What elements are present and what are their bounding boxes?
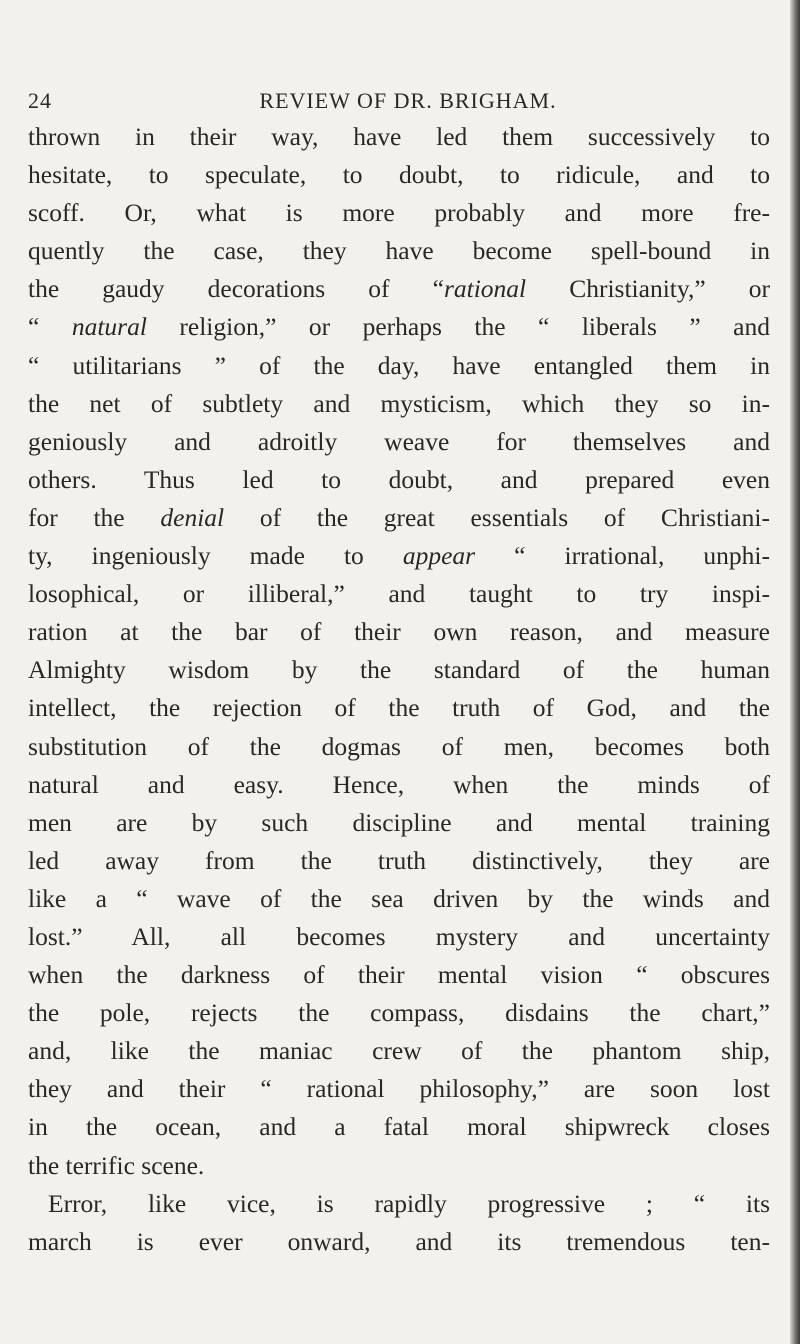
text-segment: thrown in their way, have led them successively to — [28, 122, 770, 151]
text-line — [28, 842, 770, 880]
text-line — [28, 880, 770, 918]
page-number: 24 — [28, 88, 52, 113]
text-segment: “ — [28, 312, 72, 342]
text-segment: hesitate, to speculate, to doubt, to ridicule, and to — [28, 160, 770, 190]
text-segment: others. Thus led to doubt, and prepared even — [28, 464, 770, 494]
text-line — [28, 537, 770, 575]
text-line — [28, 956, 770, 994]
text-line — [28, 270, 770, 308]
text-line — [28, 728, 770, 766]
text-line — [28, 461, 770, 499]
text-line — [28, 1032, 770, 1070]
text-segment: of the great essentials of Christiani- — [224, 502, 770, 532]
text-line — [28, 347, 770, 385]
text-segment: intellect, the rejection of the truth of God, and the — [28, 693, 770, 723]
text-segment: in the ocean, and a fatal moral shipwreck closes — [28, 1112, 770, 1142]
text-line — [28, 804, 770, 842]
text-segment: the net of subtlety and mysticism, which they so in- — [28, 388, 770, 418]
text-line — [28, 1223, 770, 1261]
text-segment: geniously and adroitly weave for themselves and — [28, 426, 770, 456]
italic-text: appear — [402, 541, 476, 571]
text-segment: when the darkness of their mental vision “ obscures — [28, 960, 770, 990]
text-line — [28, 918, 770, 956]
text-segment: “ utilitarians ” of the day, have entangled them in — [28, 350, 770, 380]
text-segment: ration at the bar of their own reason, and measure — [28, 617, 770, 647]
text-segment: the terrific scene. — [28, 1150, 205, 1180]
italic-text: denial — [160, 502, 225, 532]
text-segment: scoff. Or, what is more probably and more fre- — [28, 198, 770, 228]
text-segment: men are by such discipline and mental training — [28, 807, 770, 837]
text-line — [28, 423, 770, 461]
text-segment: like a “ wave of the sea driven by the winds and — [28, 883, 770, 913]
text-segment: the pole, rejects the compass, disdains the chart,” — [28, 998, 770, 1028]
text-line — [28, 689, 770, 727]
text-segment: lost.” All, all becomes mystery and uncertainty — [28, 921, 770, 951]
text-line — [28, 575, 770, 613]
text-segment: substitution of the dogmas of men, becomes both — [28, 731, 770, 761]
text-line — [28, 385, 770, 423]
text-segment: they and their “ rational philosophy,” are soon lost — [28, 1074, 770, 1104]
text-segment: led away from the truth distinctively, they are — [28, 845, 770, 875]
text-line — [28, 308, 770, 346]
page-edge-shadow — [790, 0, 800, 1344]
text-segment: ty, ingeniously made to — [28, 541, 403, 571]
text-line — [28, 613, 770, 651]
text-line — [28, 766, 770, 804]
text-line — [28, 1070, 770, 1108]
text-line — [28, 499, 770, 537]
running-title: REVIEW OF DR. BRIGHAM. — [259, 88, 557, 113]
text-line — [28, 651, 770, 689]
text-segment: natural and easy. Hence, when the minds of — [28, 769, 770, 799]
text-line — [28, 194, 770, 232]
text-line — [28, 232, 770, 270]
text-segment: the gaudy decorations of “ — [28, 274, 444, 304]
text-segment: religion,” or perhaps the “ liberals ” and — [146, 312, 770, 342]
text-line — [28, 1185, 770, 1223]
body-text — [28, 118, 770, 1261]
text-segment: and, like the maniac crew of the phantom ship, — [28, 1036, 770, 1066]
text-segment: Almighty wisdom by the standard of the human — [28, 655, 770, 685]
text-segment: march is ever onward, and its tremendous ten- — [28, 1226, 770, 1256]
text-segment: quently the case, they have become spell-bound in — [28, 236, 770, 266]
text-segment: for the — [28, 502, 161, 532]
text-line — [28, 994, 770, 1032]
text-segment: Error, like vice, is rapidly progressive ; “ its — [48, 1188, 770, 1218]
text-line — [28, 118, 770, 156]
text-line — [28, 1147, 770, 1185]
text-segment: “ irrational, unphi- — [475, 541, 770, 571]
italic-text: rational — [443, 274, 527, 304]
text-segment: Christianity,” or — [526, 274, 770, 304]
page-header — [28, 88, 768, 118]
text-line — [28, 156, 770, 194]
text-line — [28, 1108, 770, 1146]
text-segment: losophical, or illiberal,” and taught to try inspi- — [28, 579, 770, 609]
italic-text: natural — [71, 312, 147, 342]
